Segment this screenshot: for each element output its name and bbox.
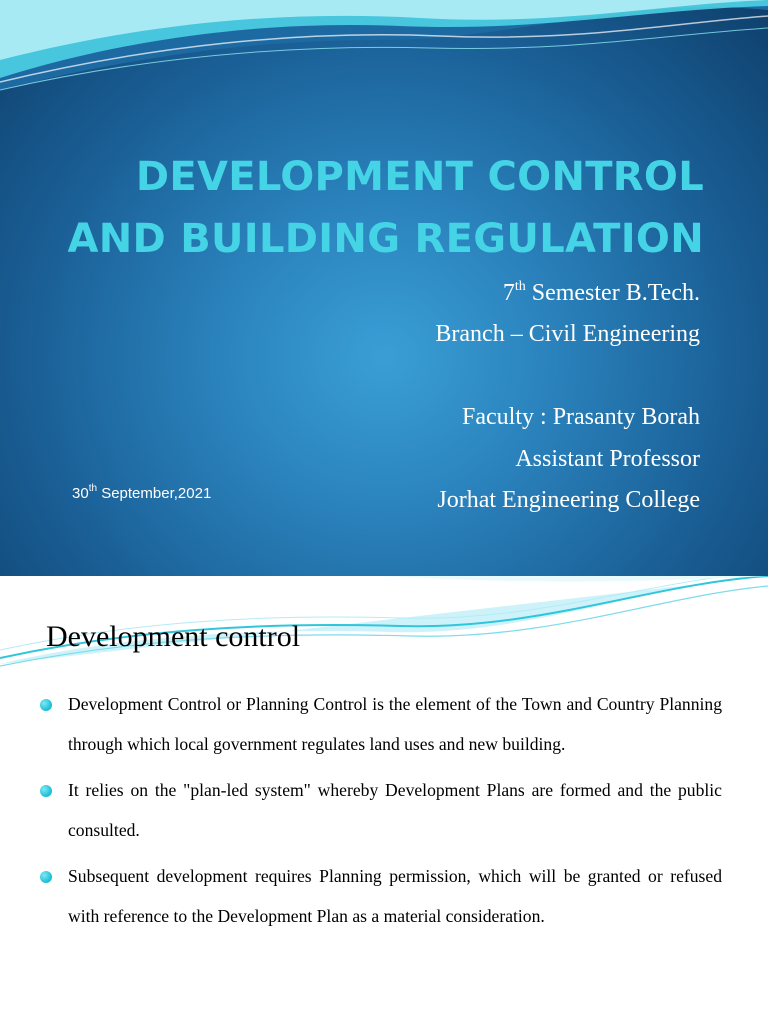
list-item [40,770,722,850]
date-suffix: th [88,483,98,494]
bullet-text: It relies on the "plan-led system" whereby Development Plans are formed and the public consulted. [68,780,722,840]
content-slide [0,576,768,1024]
semester-text [503,280,700,307]
branch-text: Branch – Civil Engineering [435,321,700,347]
title-line-2: AND BUILDING REGULATION [67,216,704,262]
date-day: 30 [72,485,89,502]
section-heading: Development control [46,620,301,653]
bullet-text: Development Control or Planning Control is the element of the Town and Country Planning through which local government regulates land uses and new building. [68,694,722,754]
semester-number: 7 [502,280,515,306]
bullet-text: Subsequent development requires Planning permission, which will be granted or refused with reference to the Development Plan as a material consideration. [68,866,722,926]
bullet-icon [40,871,52,883]
decorative-wave-top [0,0,768,110]
title-line-1: DEVELOPMENT CONTROL [135,154,704,200]
list-item [40,856,722,936]
slide-title [40,146,704,270]
bullet-list [40,684,722,942]
date-text [72,485,211,502]
bullet-icon [40,699,52,711]
list-item [40,684,722,764]
semester-rest: Semester B.Tech. [525,280,700,306]
date-rest: September,2021 [97,485,212,502]
faculty-text: Faculty : Prasanty Borah [462,404,700,430]
bullet-icon [40,785,52,797]
college-text: Jorhat Engineering College [437,487,700,513]
designation-text: Assistant Professor [515,446,700,472]
semester-suffix: th [514,279,526,294]
